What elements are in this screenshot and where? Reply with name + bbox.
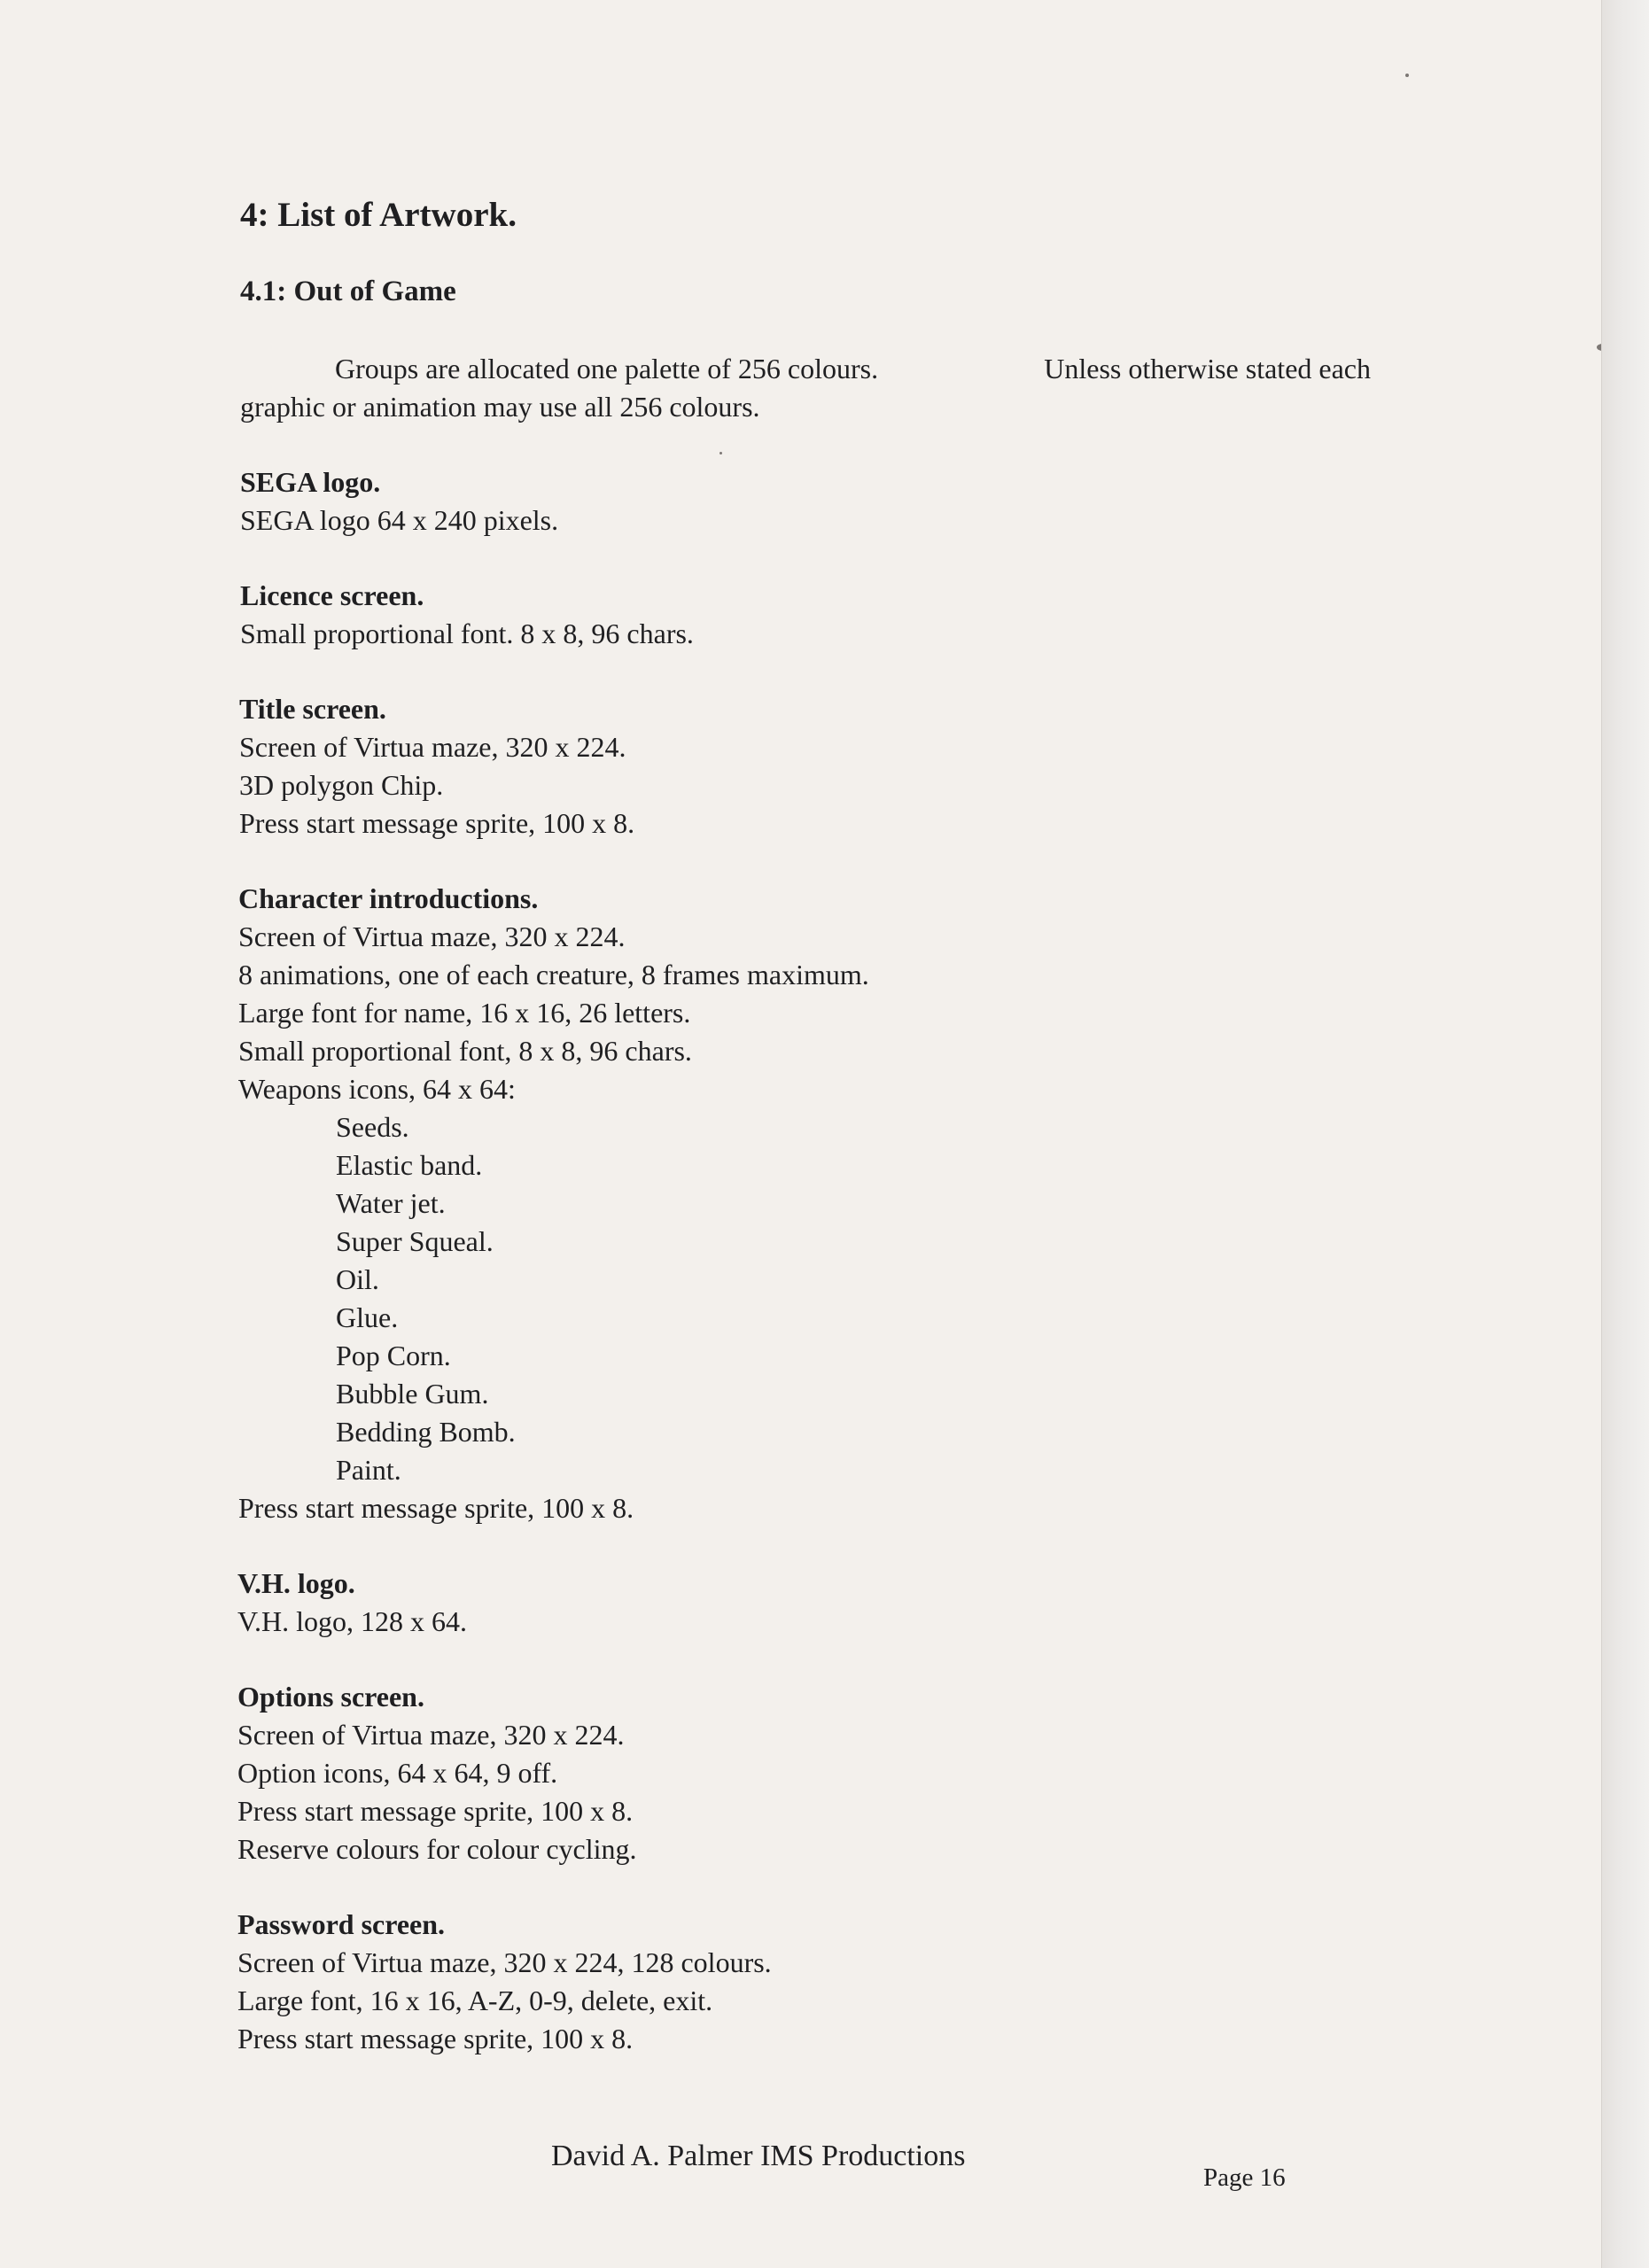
section-line: Press start message sprite, 100 x 8.	[237, 1795, 634, 1827]
section-line: Reserve colours for colour cycling.	[237, 1833, 637, 1865]
weapon-item: Oil.	[336, 1263, 379, 1295]
weapon-item: Paint.	[336, 1454, 401, 1486]
section-password-screen	[237, 1906, 1441, 2058]
section-vh-logo	[237, 1565, 1441, 1641]
section-line: Screen of Virtua maze, 320 x 224.	[239, 731, 626, 763]
section-title-screen	[239, 690, 1441, 843]
section-line: V.H. logo, 128 x 64.	[237, 1605, 467, 1637]
intro-line-2: graphic or animation may use all 256 colours.	[240, 391, 760, 423]
section-title: Options screen.	[237, 1681, 424, 1713]
section-line: Small proportional font. 8 x 8, 96 chars.	[240, 617, 694, 649]
weapon-item: Glue.	[336, 1301, 399, 1333]
section-title: Password screen.	[237, 1908, 446, 1940]
weapon-item: Elastic band.	[336, 1149, 483, 1181]
section-line: Screen of Virtua maze, 320 x 224.	[237, 1719, 625, 1751]
paper-speck	[1405, 74, 1409, 77]
weapon-item: Bedding Bomb.	[336, 1416, 516, 1448]
section-subheading: 4.1: Out of Game	[240, 276, 456, 307]
section-line: SEGA logo 64 x 240 pixels.	[240, 504, 559, 536]
section-line: Weapons icons, 64 x 64:	[238, 1073, 516, 1105]
section-line: Option icons, 64 x 64, 9 off.	[237, 1757, 558, 1789]
section-title: Character introductions.	[238, 882, 539, 914]
section-sega-logo	[240, 463, 1441, 540]
weapon-item: Seeds.	[336, 1111, 409, 1143]
weapon-item: Bubble Gum.	[336, 1378, 489, 1410]
weapon-item: Water jet.	[336, 1187, 446, 1219]
section-line: Press start message sprite, 100 x 8.	[239, 807, 635, 839]
document-body	[236, 193, 1441, 2095]
section-character-introductions	[238, 880, 1441, 1527]
section-line: Screen of Virtua maze, 320 x 224, 128 colours.	[237, 1946, 772, 1978]
footer-credit: David A. Palmer IMS Productions	[551, 2140, 966, 2172]
section-options-screen	[237, 1678, 1441, 1868]
intro-line-1-end: Unless otherwise stated each	[1044, 353, 1371, 384]
section-line: Press start message sprite, 100 x 8.	[238, 1492, 634, 1524]
intro-line-1-start: Groups are allocated one palette of 256 colours.	[335, 353, 879, 384]
section-line: Press start message sprite, 100 x 8.	[237, 2023, 634, 2054]
weapon-item: Pop Corn.	[336, 1340, 451, 1371]
section-line: Large font for name, 16 x 16, 26 letters.	[238, 997, 691, 1029]
page-number: Page 16	[1203, 2163, 1286, 2192]
section-line: Screen of Virtua maze, 320 x 224.	[238, 920, 626, 952]
section-title: V.H. logo.	[237, 1567, 355, 1599]
section-line: Large font, 16 x 16, A-Z, 0-9, delete, exit.	[237, 1984, 713, 2016]
weapon-item: Super Squeal.	[336, 1225, 494, 1257]
intro-line-1	[240, 350, 1371, 388]
section-title: Licence screen.	[240, 579, 424, 611]
section-title: Title screen.	[239, 693, 386, 725]
page-heading: 4: List of Artwork.	[240, 196, 517, 234]
section-line: 3D polygon Chip.	[239, 769, 444, 801]
section-licence-screen	[240, 577, 1441, 653]
scan-edge	[1601, 0, 1649, 2268]
intro-paragraph	[240, 350, 1441, 426]
section-title: SEGA logo.	[240, 466, 381, 498]
section-line: Small proportional font, 8 x 8, 96 chars.	[238, 1035, 692, 1067]
section-line: 8 animations, one of each creature, 8 frames maximum.	[238, 959, 869, 990]
